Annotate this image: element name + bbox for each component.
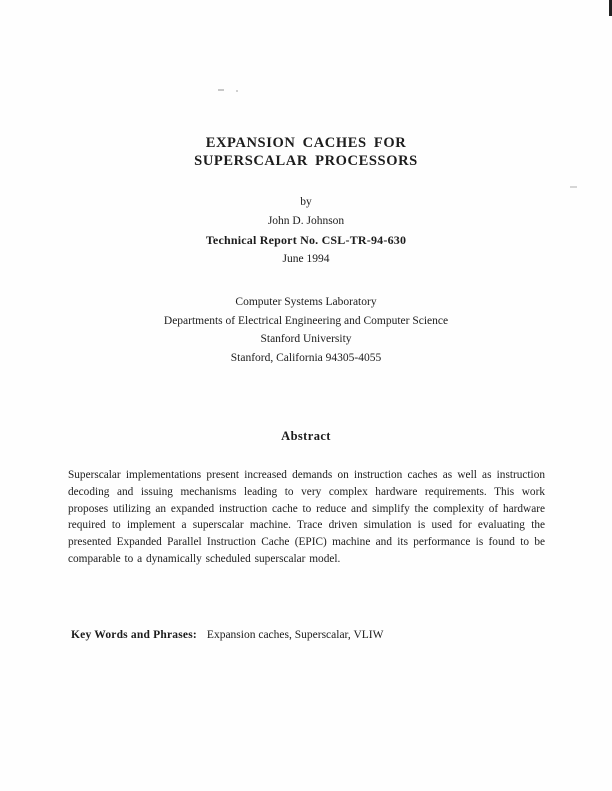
abstract-text: Superscalar implementations present increased demands on instruction caches as well as instruction decoding and issuing mechanisms leading to very complex hardware requirements. This work proposes utilizing an expanded instruction cache to reduce and simplify the complexity of hardware required to implement a superscalar machine. Trace driven simulation is used for evaluating the presented Expanded Parallel Instruction Cache (EPIC) machine and its performance is found to be comparable to a dynamically scheduled superscalar model. xyxy=(68,469,545,565)
scan-artifact-dash-1 xyxy=(218,89,224,91)
byline-word: by xyxy=(300,196,312,208)
scan-artifact-dot xyxy=(236,90,238,92)
report-date: June 1994 xyxy=(282,253,330,265)
report-number: Technical Report No. CSL-TR-94-630 xyxy=(205,233,407,247)
scan-artifact-dash-2 xyxy=(570,186,577,188)
page-title xyxy=(0,134,612,170)
author-name: John D. Johnson xyxy=(267,215,345,227)
keywords-label: Key Words and Phrases: xyxy=(71,629,197,641)
abstract-heading: Abstract xyxy=(281,429,331,443)
institution-block xyxy=(0,293,612,367)
keywords-value: Expansion caches, Superscalar, VLIW xyxy=(206,629,384,641)
institution-departments: Departments of Electrical Engineering and Computer Science xyxy=(163,314,449,327)
institution-lab: Computer Systems Laboratory xyxy=(235,296,377,308)
institution-university: Stanford University xyxy=(260,333,352,345)
title-line-2: SUPERSCALAR PROCESSORS xyxy=(194,153,418,169)
keywords-line xyxy=(71,629,383,641)
title-line-1: EXPANSION CACHES FOR xyxy=(205,135,407,151)
byline-block xyxy=(0,193,612,269)
institution-address: Stanford, California 94305-4055 xyxy=(230,351,382,364)
